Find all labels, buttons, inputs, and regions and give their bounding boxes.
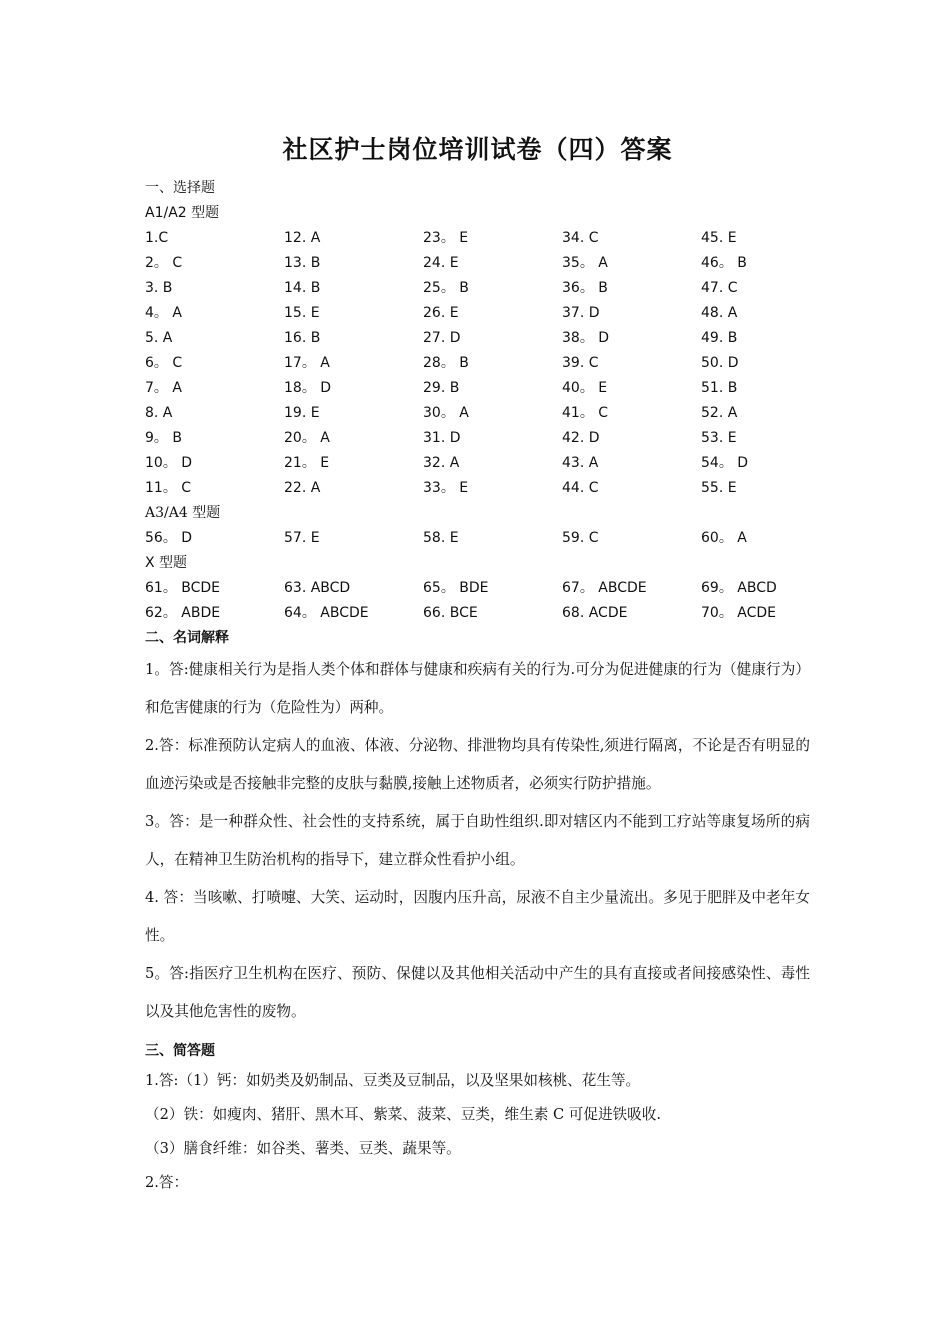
answer-cell: 15. E [284, 305, 320, 321]
short-answer-line: （2）铁：如瘦肉、猪肝、黑木耳、紫菜、菠菜、豆类，维生素 C 可促进铁吸收. [145, 1106, 661, 1123]
answer-cell: 13. B [284, 255, 321, 271]
answer-cell: 61。 BCDE [145, 580, 221, 596]
answer-row [145, 376, 845, 401]
answer-row [145, 351, 845, 376]
section-1-heading: 一、选择题 [145, 180, 215, 196]
answer-row [145, 251, 845, 276]
x-type-answer-grid [145, 576, 845, 626]
answer-cell: 53. E [701, 430, 737, 446]
answer-row [145, 601, 845, 626]
answer-row [145, 426, 845, 451]
answer-cell: 7。 A [145, 380, 182, 396]
answer-cell: 47. C [701, 280, 738, 296]
answer-cell: 60。 A [701, 530, 747, 546]
answer-cell: 38。 D [562, 330, 610, 346]
answer-cell: 16. B [284, 330, 321, 346]
answer-cell: 63. ABCD [284, 580, 351, 596]
answer-cell: 34. C [562, 230, 599, 246]
answer-cell: 12. A [284, 230, 321, 246]
answer-row [145, 451, 845, 476]
a1a2-label: A1/A2 型题 [145, 205, 220, 221]
answer-cell: 40。 E [562, 380, 608, 396]
definition-item: 3。答：是一种群众性、社会性的支持系统，属于自助性组织.即对辖区内不能到工疗站等康复场所的病人，在精神卫生防治机构的指导下，建立群众性看护小组。 [145, 813, 810, 868]
answer-cell: 66. BCE [423, 605, 478, 621]
answer-cell: 35。 A [562, 255, 608, 271]
answer-cell: 11。 C [145, 480, 192, 496]
answer-cell: 28。 B [423, 355, 469, 371]
answer-cell: 36。 B [562, 280, 608, 296]
answer-cell: 32. A [423, 455, 460, 471]
document-title: 社区护士岗位培训试卷（四）答案 [282, 135, 673, 164]
answer-cell: 56。 D [145, 530, 193, 546]
section-3-heading: 三、简答题 [145, 1043, 215, 1059]
answer-cell: 1.C [145, 230, 169, 246]
answer-cell: 64。 ABCDE [284, 605, 369, 621]
answer-row [145, 401, 845, 426]
answer-cell: 65。 BDE [423, 580, 489, 596]
answer-cell: 46。 B [701, 255, 747, 271]
short-answer-line: （3）膳食纤维：如谷类、薯类、豆类、蔬果等。 [145, 1140, 461, 1157]
answer-cell: 6。 C [145, 355, 183, 371]
answer-cell: 20。 A [284, 430, 330, 446]
answer-cell: 22. A [284, 480, 321, 496]
answer-row [145, 276, 845, 301]
answer-cell: 48. A [701, 305, 738, 321]
short-answer-line: 1.答:（1）钙：如奶类及奶制品、豆类及豆制品，以及坚果如核桃、花生等。 [145, 1072, 641, 1089]
answer-cell: 55. E [701, 480, 737, 496]
answer-cell: 31. D [423, 430, 461, 446]
definition-item: 5。答:指医疗卫生机构在医疗、预防、保健以及其他相关活动中产生的具有直接或者间接感染性、毒性以及其他危害性的废物。 [145, 965, 810, 1020]
answer-cell: 14. B [284, 280, 321, 296]
answer-cell: 26. E [423, 305, 459, 321]
a3a4-label: A3/A4 型题 [145, 505, 221, 521]
answer-cell: 59. C [562, 530, 599, 546]
answer-row [145, 526, 845, 551]
answer-cell: 58. E [423, 530, 459, 546]
answer-cell: 25。 B [423, 280, 469, 296]
a1a2-answer-grid [145, 226, 845, 501]
answer-cell: 45. E [701, 230, 737, 246]
answer-cell: 49. B [701, 330, 738, 346]
answer-cell: 17。 A [284, 355, 330, 371]
definition-item: 4. 答：当咳嗽、打喷嚏、大笑、运动时，因腹内压升高，尿液不自主少量流出。多见于肥胖及中老年女性。 [145, 889, 810, 944]
answer-cell: 33。 E [423, 480, 469, 496]
answer-cell: 37. D [562, 305, 600, 321]
answer-cell: 39. C [562, 355, 599, 371]
answer-cell: 19. E [284, 405, 320, 421]
a3a4-answer-grid [145, 526, 845, 551]
answer-cell: 50. D [701, 355, 739, 371]
answer-cell: 62。 ABDE [145, 605, 221, 621]
x-type-label: X 型题 [145, 555, 188, 571]
answer-row [145, 301, 845, 326]
answer-cell: 30。 A [423, 405, 469, 421]
answer-cell: 42. D [562, 430, 600, 446]
answer-cell: 67。 ABCDE [562, 580, 647, 596]
answer-cell: 27. D [423, 330, 461, 346]
answer-cell: 68. ACDE [562, 605, 628, 621]
answer-cell: 57. E [284, 530, 320, 546]
answer-row [145, 476, 845, 501]
answer-cell: 44. C [562, 480, 599, 496]
answer-cell: 2。 C [145, 255, 183, 271]
answer-cell: 69。 ABCD [701, 580, 777, 596]
answer-cell: 5. A [145, 330, 173, 346]
answer-cell: 70。 ACDE [701, 605, 776, 621]
answer-cell: 43. A [562, 455, 599, 471]
answer-cell: 3. B [145, 280, 173, 296]
definition-item: 2.答：标准预防认定病人的血液、体液、分泌物、排泄物均具有传染性,须进行隔离，不论是否有明显的血迹污染或是否接触非完整的皮肤与黏膜,接触上述物质者，必须实行防护措施。 [145, 737, 810, 792]
answer-cell: 9。 B [145, 430, 182, 446]
answer-row [145, 576, 845, 601]
answer-cell: 51. B [701, 380, 738, 396]
answer-cell: 29. B [423, 380, 460, 396]
answer-row [145, 226, 845, 251]
answer-cell: 23。 E [423, 230, 469, 246]
answer-cell: 18。 D [284, 380, 332, 396]
answer-cell: 52. A [701, 405, 738, 421]
answer-cell: 24. E [423, 255, 459, 271]
answer-cell: 41。 C [562, 405, 609, 421]
answer-cell: 8. A [145, 405, 173, 421]
answer-row [145, 326, 845, 351]
short-answer-line: 2.答： [145, 1174, 189, 1191]
definition-item: 1。答:健康相关行为是指人类个体和群体与健康和疾病有关的行为.可分为促进健康的行为（健康行为）和危害健康的行为（危险性为）两种。 [145, 661, 810, 716]
section-2-heading: 二、名词解释 [145, 630, 229, 646]
answer-cell: 21。 E [284, 455, 330, 471]
document-content [145, 128, 810, 1200]
answer-cell: 4。 A [145, 305, 182, 321]
answer-cell: 54。 D [701, 455, 749, 471]
answer-cell: 10。 D [145, 455, 193, 471]
